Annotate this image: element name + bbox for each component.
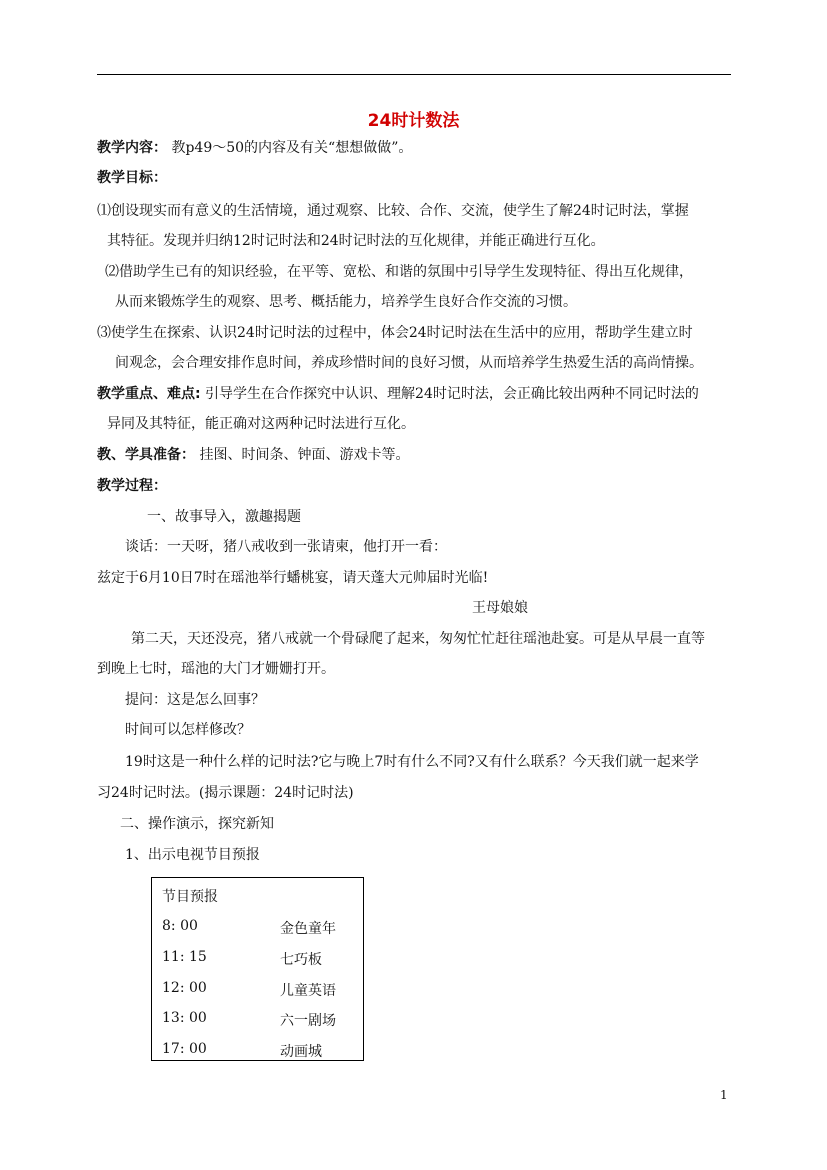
document-title: 24时计数法 — [367, 111, 460, 131]
prep-text: 挂图、时间条、钟面、游戏卡等。 — [195, 447, 410, 463]
tv-schedule-row — [162, 918, 362, 938]
question-3-line1: 19时这是一种什么样的记时法?它与晚上7时有什么不同?又有什么联系？今天我们就一起来学 — [125, 754, 699, 770]
tv-schedule-row — [162, 949, 362, 969]
goal1-line1: ⑴创设现实而有意义的生活情境，通过观察、比较、合作、交流，使学生了解24时记时法，掌握 — [97, 203, 689, 219]
goal3-line1: ⑶使学生在探索、认识24时记时法的过程中，体会24时记时法在生活中的应用，帮助学生建立时 — [97, 325, 693, 341]
program-name: 金色童年 — [280, 921, 336, 937]
tv-schedule-row — [162, 1010, 362, 1030]
tv-schedule-caption: 节目预报 — [162, 889, 218, 905]
step2-heading: 二、操作演示，探究新知 — [120, 816, 274, 832]
tv-schedule-row — [162, 980, 362, 1000]
program-time: 8: 00 — [162, 918, 198, 934]
program-time: 13: 00 — [162, 1010, 207, 1026]
content-text: 教p49～50的内容及有关“想想做做”。 — [167, 140, 413, 156]
question-1: 提问：这是怎么回事？ — [125, 692, 265, 708]
question-3-line2: 习24时记时法。(揭示课题：24时记时法) — [97, 785, 354, 801]
header-rule — [97, 74, 731, 75]
page-number: 1 — [720, 1088, 728, 1102]
step2-item1: 1、出示电视节目预报 — [125, 847, 260, 863]
program-name: 动画城 — [280, 1044, 322, 1060]
key-points-label: 教学重点、难点: — [97, 386, 201, 402]
tv-schedule-box — [151, 877, 364, 1061]
story-line2: 到晚上七时，瑶池的大门才姗姗打开。 — [97, 661, 335, 677]
program-name: 儿童英语 — [280, 983, 336, 999]
key-points-line1 — [97, 384, 699, 404]
goals-label: 教学目标： — [97, 170, 167, 186]
invitation-text: 兹定于6月10日7时在瑶池举行蟠桃宴，请天蓬大元帅届时光临! — [97, 570, 489, 586]
step1-heading: 一、故事导入，激趣揭题 — [147, 509, 301, 525]
key-points-text: 引导学生在合作探究中认识、理解24时记时法，会正确比较出两种不同记时法的 — [200, 386, 699, 402]
story-line1: 第二天，天还没亮，猪八戒就一个骨碌爬了起来，匆匆忙忙赶往瑶池赴宴。可是从早晨一直等 — [131, 631, 705, 647]
tv-schedule-row — [162, 1041, 362, 1061]
process-label: 教学过程： — [97, 478, 167, 494]
goal1-line2: 其特征。发现并归纳12时记时法和24时记时法的互化规律，并能正确进行互化。 — [107, 233, 605, 249]
invitation-signer: 王母娘娘 — [472, 600, 528, 616]
program-time: 17: 00 — [162, 1041, 207, 1057]
goal3-line2: 间观念，会合理安排作息时间，养成珍惜时间的良好习惯，从而培养学生热爱生活的高尚情操。 — [115, 355, 703, 371]
question-2: 时间可以怎样修改？ — [125, 722, 251, 738]
prep-line — [97, 445, 409, 465]
goal2-line2: 从而来锻炼学生的观察、思考、概括能力，培养学生良好合作交流的习惯。 — [115, 294, 577, 310]
content-label: 教学内容： — [97, 140, 167, 156]
program-time: 12: 00 — [162, 980, 207, 996]
goal2-line1: ⑵借助学生已有的知识经验，在平等、宽松、和谐的氛围中引导学生发现特征、得出互化规律， — [105, 264, 693, 280]
program-name: 七巧板 — [280, 952, 322, 968]
talk-line: 谈话：一天呀，猪八戒收到一张请柬，他打开一看： — [125, 539, 447, 555]
key-points-line2: 异同及其特征，能正确对这两种记时法进行互化。 — [107, 416, 415, 432]
content-line — [97, 138, 412, 158]
program-name: 六一剧场 — [280, 1013, 336, 1029]
prep-label: 教、学具准备： — [97, 447, 195, 463]
program-time: 11: 15 — [162, 949, 207, 965]
